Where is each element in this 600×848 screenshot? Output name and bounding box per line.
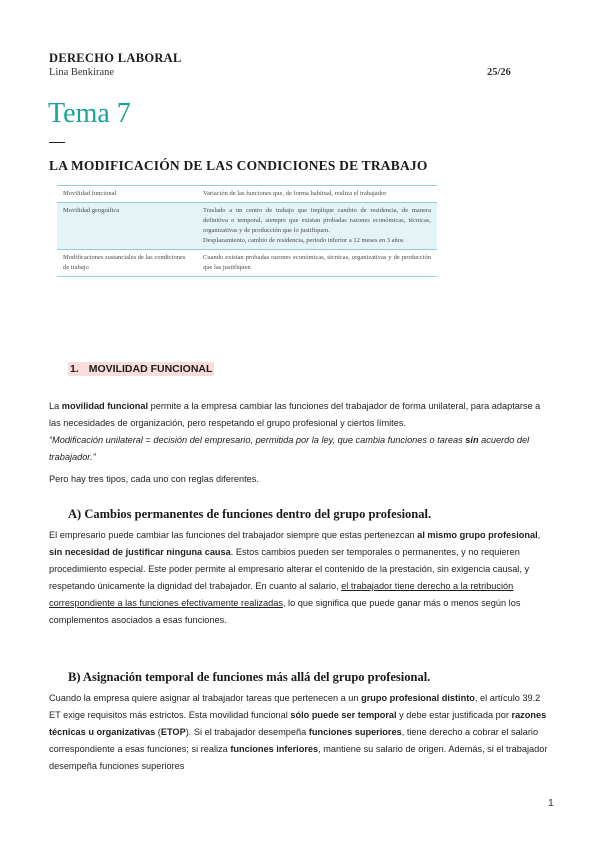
table-row xyxy=(57,186,437,203)
text-run-bold: razones técnicas u organizativas xyxy=(49,710,547,737)
text-run: acuerdo del trabajador.” xyxy=(49,435,530,462)
subsection-heading: B) Asignación temporal de funciones más allá del grupo profesional. xyxy=(68,670,431,684)
table-cell-label: Modificaciones sustanciales de las condiciones de trabajo xyxy=(63,254,186,271)
text-run: La xyxy=(49,401,62,411)
text-run: , lo que significa que puede ganar más o menos según los complementos asociados a esas funciones. xyxy=(49,598,521,625)
text-run: El empresario puede cambiar las funciones del trabajador siempre que estas pertenezcan xyxy=(49,530,418,540)
text-run-underlined: el trabajador tiene derecho a la retribución correspondiente a las funciones efectivamente realizadas xyxy=(49,581,514,608)
text-run: ). Si el trabajador desempeña xyxy=(185,727,309,737)
text-run: . Estos cambios pueden ser temporales o permanentes, y no requieren procedimiento especial. Este poder permite al empresario alterar el contenido de la prestación, sin exigencia causal, y respetando únicamente la dignidad del trabajador. En cuanto al salario, xyxy=(49,547,530,591)
text-run: , el artículo 39.2 ET exige requisitos más estrictos. Esta movilidad funcional xyxy=(49,693,541,720)
text-run-bold: sin necesidad de justificar ninguna causa xyxy=(49,547,231,557)
text-run-bold: funciones inferiores xyxy=(230,744,319,754)
text-run: permite a la empresa cambiar las funciones del trabajador de forma unilateral, para adaptarse a las necesidades de organización, pero respetando el grupo profesional y ciertos límites. xyxy=(49,401,541,428)
text-run: Cuando la empresa quiere asignar al trabajador tareas que pertenecen a un xyxy=(49,693,362,703)
table-row xyxy=(57,250,437,277)
subsection-heading: A) Cambios permanentes de funciones dentro del grupo profesional. xyxy=(68,507,432,521)
text-run: “Modificación unilateral = decisión del empresario, permitida por la ley, que cambia funciones o tareas xyxy=(49,435,466,445)
section-number: 1. xyxy=(70,363,79,375)
title-divider xyxy=(49,142,65,143)
table-cell-text-line: Desplazamiento, cambio de residencia, periodo inferior a 12 meses en 3 años xyxy=(203,237,404,244)
academic-year: 25/26 xyxy=(487,67,511,78)
text-run: ( xyxy=(155,727,161,737)
text-run: , mantiene su salario de origen. Además, si el trabajador desempeña funciones superiores xyxy=(49,744,548,771)
text-run: y debe estar justificada por xyxy=(396,710,512,720)
text-run-bold: grupo profesional distinto xyxy=(361,693,475,703)
text-run: , tiene derecho a cobrar el salario correspondiente a esas funciones; si realiza xyxy=(49,727,539,754)
paragraph xyxy=(49,690,554,775)
table-cell-text: Cuando existan probadas razones económicas, técnicas, organizativas y de producción que las justifiquen xyxy=(203,254,431,271)
text-run-bold: sin xyxy=(465,435,479,445)
section-title: LA MODIFICACIÓN DE LAS CONDICIONES DE TRABAJO xyxy=(49,158,428,173)
table-cell-label: Movilidad funcional xyxy=(63,190,117,197)
text-run-bold: sólo puede ser temporal xyxy=(290,710,397,720)
paragraph xyxy=(49,398,554,432)
text-run-bold: movilidad funcional xyxy=(61,401,149,411)
text-run-bold: funciones superiores xyxy=(308,727,402,737)
text-run-bold: ETOP xyxy=(160,727,186,737)
summary-table xyxy=(57,185,437,277)
paragraph: Pero hay tres tipos, cada uno con reglas diferentes. xyxy=(49,474,259,484)
table-cell-text xyxy=(197,203,437,250)
quote xyxy=(49,432,554,466)
page-title: Tema 7 xyxy=(48,98,131,129)
course-title: DERECHO LABORAL xyxy=(49,51,182,65)
table-cell-label: Movilidad geográfica xyxy=(63,207,120,214)
text-run: , xyxy=(537,530,541,540)
author-name: Lina Benkirane xyxy=(49,67,115,78)
table-cell-text-line: Traslado a un centro de trabajo que implique cambio de residencia, de manera definitiva o temporal, siempre que existan probadas razones económicas, técnicas, organizativas y de producción que lo justifiquen. xyxy=(203,207,431,234)
table-row xyxy=(57,203,437,250)
page-number: 1 xyxy=(548,797,554,809)
paragraph xyxy=(49,527,554,629)
text-run-bold: al mismo grupo profesional xyxy=(417,530,538,540)
table-cell-text: Variación de las funciones que, de forma habitual, realiza el trabajador xyxy=(203,190,387,197)
section-heading-text: MOVILIDAD FUNCIONAL xyxy=(88,363,213,375)
section-heading xyxy=(68,362,214,376)
